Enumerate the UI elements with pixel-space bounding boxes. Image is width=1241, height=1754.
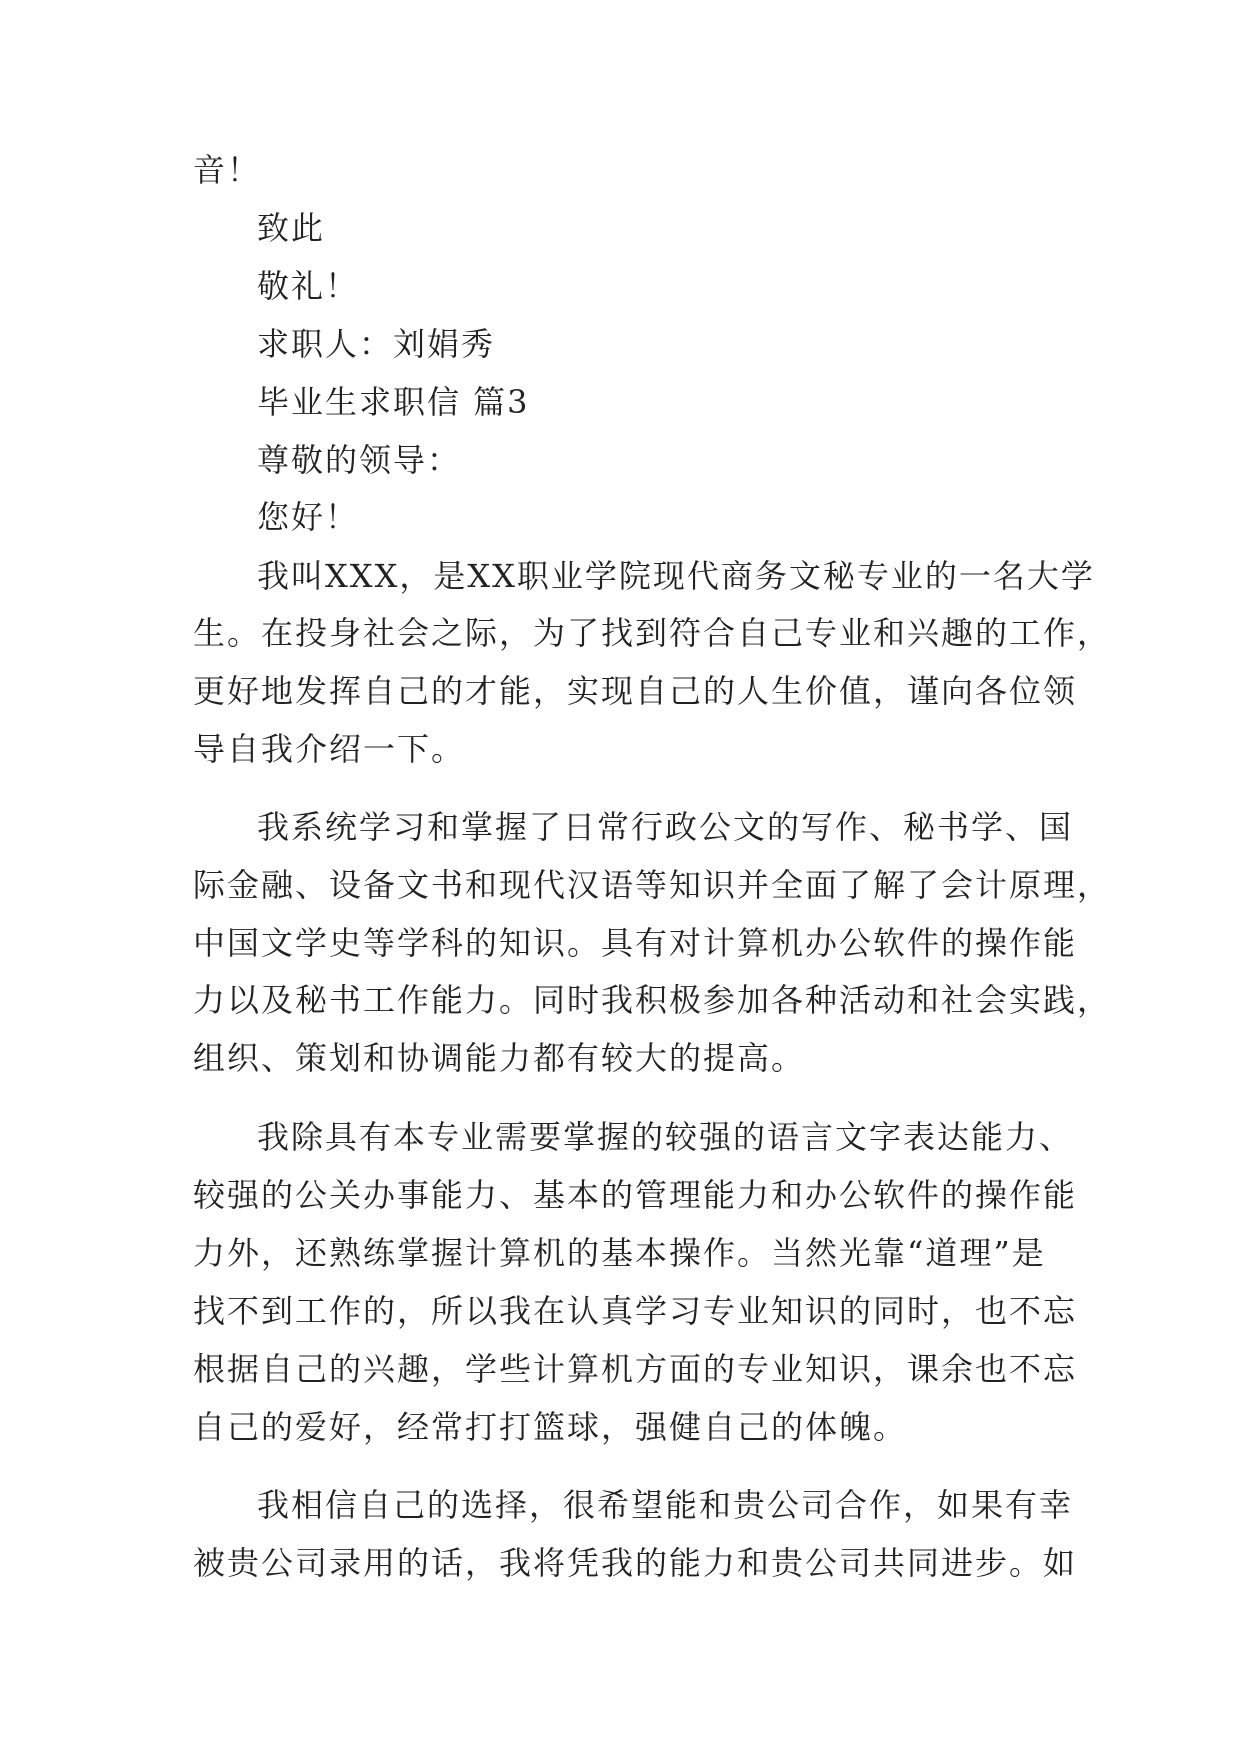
closing-phrase: 致此 bbox=[257, 209, 326, 247]
closing-salutation: 敬礼！ bbox=[257, 267, 360, 305]
signature-line: 求职人：刘娟秀 bbox=[257, 325, 496, 363]
text-line: 力以及秘书工作能力。同时我积极参加各种活动和社会实践， bbox=[193, 981, 1112, 1019]
text-line: 我除具有本专业需要掌握的较强的语言文字表达能力、 bbox=[257, 1118, 1074, 1156]
greeting-line: 尊敬的领导： bbox=[257, 441, 462, 479]
text-line: 根据自己的兴趣，学些计算机方面的专业知识，课余也不忘 bbox=[193, 1350, 1078, 1388]
text-line: 生。在投身社会之际，为了找到符合自己专业和兴趣的工作， bbox=[193, 614, 1112, 652]
text-line: 被贵公司录用的话，我将凭我的能力和贵公司共同进步。如 bbox=[193, 1544, 1078, 1582]
text-line: 际金融、设备文书和现代汉语等知识并全面了解了会计原理， bbox=[193, 866, 1112, 904]
text-line: 自己的爱好，经常打打篮球，强健自己的体魄。 bbox=[193, 1408, 908, 1446]
text-line: 较强的公关办事能力、基本的管理能力和办公软件的操作能 bbox=[193, 1176, 1078, 1214]
text-line: 导自我介绍一下。 bbox=[193, 730, 466, 768]
text-line: 力外，还熟练掌握计算机的基本操作。当然光靠“道理”是 bbox=[193, 1234, 1046, 1272]
greeting-hello: 您好！ bbox=[257, 498, 360, 536]
text-line: 我叫XXX，是XX职业学院现代商务文秘专业的一名大学 bbox=[257, 557, 1095, 595]
section-title: 毕业生求职信 篇3 bbox=[257, 383, 530, 421]
text-line: 组织、策划和协调能力都有较大的提高。 bbox=[193, 1039, 806, 1077]
text-line: 我相信自己的选择，很希望能和贵公司合作，如果有幸 bbox=[257, 1486, 1074, 1524]
text-line: 找不到工作的，所以我在认真学习专业知识的同时，也不忘 bbox=[193, 1292, 1078, 1330]
text-line: 更好地发挥自己的才能，实现自己的人生价值，谨向各位领 bbox=[193, 672, 1078, 710]
text-line: 中国文学史等学科的知识。具有对计算机办公软件的操作能 bbox=[193, 924, 1078, 962]
text-line: 我系统学习和掌握了日常行政公文的写作、秘书学、国 bbox=[257, 808, 1074, 846]
text-line: 音！ bbox=[193, 151, 262, 189]
